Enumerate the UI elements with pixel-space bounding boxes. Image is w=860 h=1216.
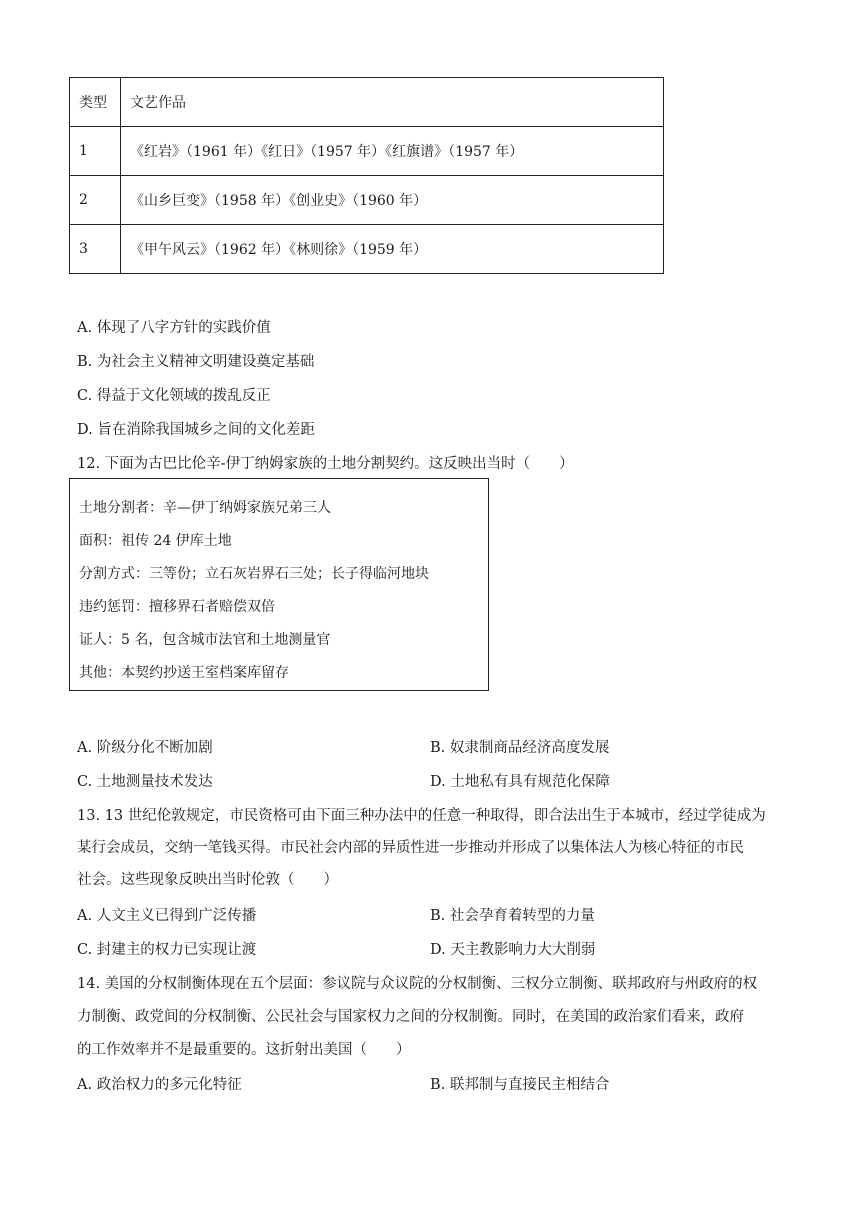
table-header-cell: 类型 <box>70 78 121 127</box>
q11-option-a: A. 体现了八字方针的实践价值 <box>77 320 271 336</box>
q13-option-d: D. 天主教影响力大大削弱 <box>430 942 596 958</box>
q12-option-d: D. 土地私有具有规范化保障 <box>430 774 610 790</box>
q12-option-a: A. 阶级分化不断加剧 <box>77 740 213 756</box>
contract-line: 证人：5 名，包含城市法官和土地测量官 <box>79 632 331 648</box>
q11-option-b: B. 为社会主义精神文明建设奠定基础 <box>77 354 315 370</box>
q12-option-c: C. 土地测量技术发达 <box>77 774 213 790</box>
q14-stem-line: 14. 美国的分权制衡体现在五个层面：参议院与众议院的分权制衡、三权分立制衡、联邦政府与州政府的权 <box>77 976 758 992</box>
table-cell: 《红岩》（1961 年）《红日》（1957 年）《红旗谱》（1957 年） <box>121 127 664 176</box>
q13-stem-line: 13. 13 世纪伦敦规定，市民资格可由下面三种办法中的任意一种取得，即合法出生于本城市，经过学徒成为 <box>77 808 766 824</box>
table-row <box>70 225 664 274</box>
q13-option-c: C. 封建主的权力已实现让渡 <box>77 942 257 958</box>
table-cell: 2 <box>70 176 121 225</box>
table-cell: 《甲午风云》（1962 年）《林则徐》（1959 年） <box>121 225 664 274</box>
table-cell: 1 <box>70 127 121 176</box>
q14-stem-line: 力制衡、政党间的分权制衡、公民社会与国家权力之间的分权制衡。同时，在美国的政治家们看来，政府 <box>77 1009 744 1025</box>
q14-option-a: A. 政治权力的多元化特征 <box>77 1077 242 1093</box>
table-row <box>70 127 664 176</box>
q12-option-b: B. 奴隶制商品经济高度发展 <box>430 740 610 756</box>
table-cell: 《山乡巨变》（1958 年）《创业史》（1960 年） <box>121 176 664 225</box>
q13-stem-line: 社会。这些现象反映出当时伦敦（ ） <box>77 872 338 888</box>
q13-option-a: A. 人文主义已得到广泛传播 <box>77 908 257 924</box>
q14-stem-line: 的工作效率并不是最重要的。这折射出美国（ ） <box>77 1042 411 1058</box>
contract-line: 面积：祖传 24 伊库土地 <box>79 533 232 549</box>
q13-stem-line: 某行会成员，交纳一笔钱买得。市民社会内部的异质性进一步推动并形成了以集体法人为核心特征的市民 <box>77 840 744 856</box>
table-header-cell: 文艺作品 <box>121 78 664 127</box>
table-row <box>70 176 664 225</box>
contract-box <box>69 478 489 691</box>
contract-line: 其他：本契约抄送王室档案库留存 <box>79 665 289 681</box>
artworks-table <box>69 77 664 274</box>
q11-option-c: C. 得益于文化领域的拨乱反正 <box>77 388 271 404</box>
contract-line: 分割方式：三等份；立石灰岩界石三处；长子得临河地块 <box>79 566 429 582</box>
q12-stem: 12. 下面为古巴比伦辛-伊丁纳姆家族的土地分割契约。这反映出当时（ ） <box>77 456 574 472</box>
table-header-row <box>70 78 664 127</box>
q13-option-b: B. 社会孕育着转型的力量 <box>430 908 595 924</box>
table-cell: 3 <box>70 225 121 274</box>
q14-option-b: B. 联邦制与直接民主相结合 <box>430 1077 610 1093</box>
contract-line: 土地分割者：辛—伊丁纳姆家族兄弟三人 <box>79 500 331 516</box>
contract-line: 违约惩罚：擅移界石者赔偿双倍 <box>79 599 275 615</box>
q11-option-d: D. 旨在消除我国城乡之间的文化差距 <box>77 422 315 438</box>
